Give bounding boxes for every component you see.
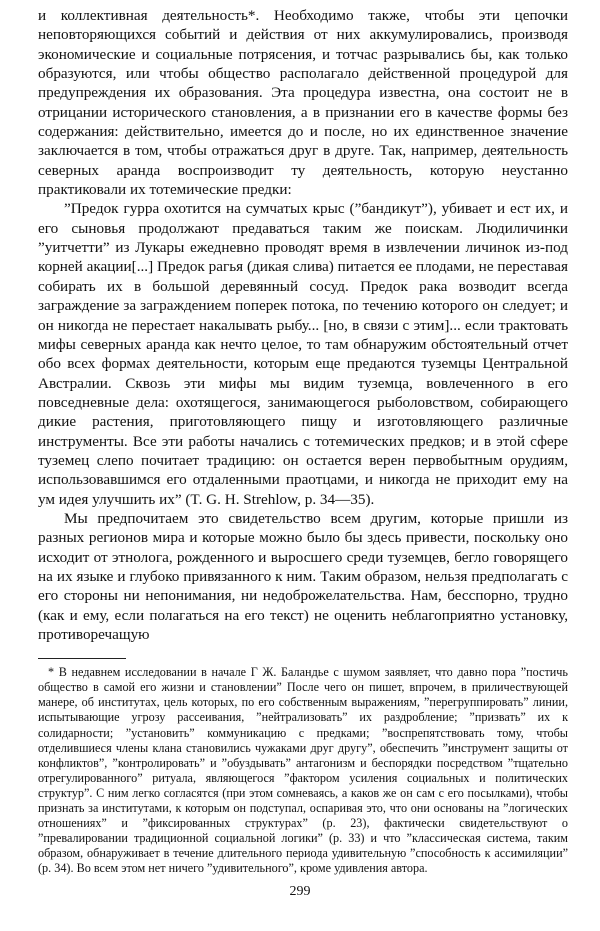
main-text xyxy=(38,6,568,644)
paragraph: Мы предпочитаем это свидетельство всем другим, которые пришли из разных регионов мира и которые можно было бы здесь привести, поскольку оно исходит от этнолога, рожденного и выросшего среди туземцев, бегло говорящего на их языке и глубоко привязанного к ним. Таким образом, нельзя предполагать с его стороны ни непонимания, ни недоброжелательства. Нам, бесспорно, трудно (как и ему, если полагаться на его текст) не оценить неблагоприятно установку, противоречащую xyxy=(38,509,568,643)
footnote-text: * В недавнем исследовании в начале Г Ж. Баландье с шумом заявляет, что давно пора ”постичь общество в самой его жизни и становлении” После чего он пишет, впрочем, в приличествующей манере, об институтах, цель которых, по его собственным выражениям, ”перегруппировать” линии, испытывающие угрозу рассеивания, ”нейтрализовать” их раздробление; ”призвать” их к солидарности; ”установить” коммуникацию с предками; ”воспрепятствовать тому, чтобы отделившиеся члены клана становились чужаками друг другу”, обеспечить ”инструмент защиты от конфликтов”, ”контролировать” и ”обуздывать” антагонизм и беспорядки посредством ”тщательно отрегулированного” ритуала, являющегося ”фактором усиления социальных и политических структур”. С ним легко согласятся (при этом сомневаясь, а каков же он сам с его посылками), чтобы признать за институтами, к которым он подступал, оспаривая это, что они основаны на ”логических отношениях” и ”фиксированных структурах” (р. 23), фактически свидетельствуют о ”превалировании традиционной социальной логики” (р. 33) и что ”классическая система, таким образом, обнаруживает в течение длительного периода удивительную ”способность к ассимиляции” (р. 34). Во всем этом нет ничего ”удивительного”, кроме удивления автора. xyxy=(38,665,568,875)
quotation-paragraph: ”Предок гурра охотится на сумчатых крыс (”бандикут”), убивает и ест их, и его сыновья продолжают предаваться таким же поискам. Людиличинки ”уитчетти” из Лукары ежедневно проводят время в извлечении личинок из-под корней акации[...] Предок рагья (дикая слива) питается ее плодами, не переставая собирать их в большой деревянный сосуд. Предок рака возводит всегда заграждение за заграждением поперек потока, по течению которого он следует; и он никогда не перестает накалывать рыбу... [но, в связи с этим]... если трактовать мифы северных аранда как нечто целое, то там обнаружим обстоятельный отчет обо всех формах деятельности, которым еще предаются туземцы Центральной Австралии. Сквозь эти мифы мы видим туземца, вовлеченного в его повседневные дела: охотящегося, занимающегося рыболовством, собирающего дикие растения, приготовляющего пищу и изготовляющего различные инструменты. Все эти работы начались с тотемических предков; и в этой сфере туземец слепо почитает традицию: он остается верен первобытным орудиям, использовавшимся его отдаленными праотцами, и никогда не приходит ему на ум идея улучшить их” (T. G. H. Strehlow, p. 34—35). xyxy=(38,200,568,508)
page-number: 299 xyxy=(289,884,311,899)
footnote-divider xyxy=(38,658,126,659)
paragraph: и коллективная деятельность*. Необходимо также, чтобы эти цепочки неповторяющихся событий и действия от них аккумулировались, производя экономические и социальные потрясения, и тотчас разрывались бы, как только образуются, или чтобы общество располагало действенной процедурой для предупреждения их образования. Эта процедура известна, она состоит не в отрицании исторического становления, а в признании его в качестве формы без содержания: действительно, имеется до и после, но их единственное значение заключается в том, чтобы отражаться друг в друге. Так, например, деятельность северных аранда воспроизводит ту деятельность, которую неустанно практиковали их тотемические предки: xyxy=(38,7,568,199)
book-page xyxy=(38,6,568,876)
footnote xyxy=(38,665,568,876)
